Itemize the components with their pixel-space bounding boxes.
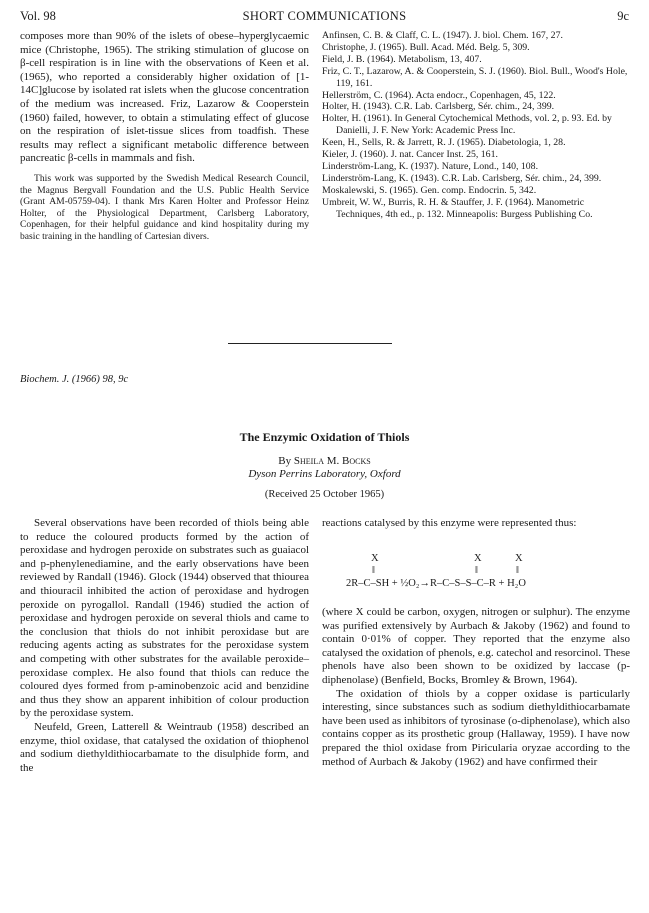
reference-item: Umbreit, W. W., Burris, R. H. & Stauffer, J. F. (1964). Manometric Techniques, 4th ed., p. 132. Minneapolis: Burgess Publishing Co. bbox=[322, 196, 593, 220]
author-line bbox=[0, 455, 649, 467]
received-date: (Received 25 October 1965) bbox=[264, 489, 385, 500]
reference-item: Keen, H., Sells, R. & Jarrett, R. J. (1965). Diabetologia, 1, 28. bbox=[322, 137, 566, 149]
article-title: The Enzymic Oxidation of Thiols bbox=[239, 430, 410, 444]
double-bond-mark: ‖ bbox=[475, 565, 478, 576]
previous-article-text bbox=[20, 30, 309, 243]
body-paragraph: The oxidation of thiols by a copper oxidase is particularly interesting, since substances such as sodium diethyldithiocarbamate have been used as inhibitors of tyrosinase (o-diphenolase), which also contains copper as its prosthetic group (Hallaway, 1959). I have now prepared the thiol oxidase from Piricularia oryzae according to the method of Aurbach & Jakoby (1962) and have confirmed their bbox=[322, 687, 630, 768]
reference-item: Holter, H. (1943). C.R. Lab. Carlsberg, Sér. chim., 24, 399. bbox=[322, 101, 555, 113]
section-divider bbox=[228, 343, 392, 344]
running-header bbox=[20, 9, 629, 25]
reference-item: Christophe, J. (1965). Bull. Acad. Méd. Belg. 5, 309. bbox=[322, 41, 530, 53]
equation-substituent: X bbox=[474, 553, 482, 564]
equation-substituent: X bbox=[515, 553, 523, 564]
page-number: 9c bbox=[617, 9, 629, 23]
section-title: SHORT COMMUNICATIONS bbox=[242, 9, 407, 23]
body-paragraph: Several observations have been recorded of thiols being able to reduce the coloured products formed by the action of peroxidase and hydrogen peroxide on substrates such as guaiacol and p-phenylenediamine, and the early observations have been reviewed by Randall (1946). Glock (1944) observed that thiourea and thiouracil inhibited the action of peroxidase and hydrogen peroxide on pyrogallol. Randall (1946) studied the action of peroxidase and hydrogen peroxide on several thiols and came to the conclusion that thiols do not inhibit peroxidase but are reducing agents acting as substrates for the peroxidase system and competing with other substrates for the available peroxide–peroxidase complex. He also found that thiols can reduce the coloured dyes formed from p-aminobenzoic acid and benzidine and thus they show an apparent inhibition of colour production by the peroxidase system. bbox=[20, 517, 309, 720]
volume-label: Vol. 98 bbox=[20, 9, 56, 23]
reference-item: Holter, H. (1961). In General Cytochemical Methods, vol. 2, p. 93. Ed. by Danielli, J. F. New York: Academic Press Inc. bbox=[322, 113, 612, 137]
equation-substituent: X bbox=[371, 553, 379, 564]
reference-item: Anfinsen, C. B. & Claff, C. L. (1947). J. biol. Chem. 167, 27. bbox=[322, 30, 563, 41]
reference-item: Linderström-Lang, K. (1943). C.R. Lab. Carlsberg, Sér. chim., 24, 399. bbox=[322, 172, 602, 184]
previous-article-paragraph: composes more than 90% of the islets of obese–hyperglycaemic mice (Christophe, 1965). The striking stimulation of glucose on β-cell respiration is in line with the observations of Keen et al. (1965), who reported a considerably higher oxidation of [1-14C]glucose by isolated rat islets when the glucose concentration of the medium was increased. Friz, Lazarow & Cooperstein (1960) failed, however, to obtain a stimulating effect of glucose on the respiration of islet-tissue slices from toadfish. These results may reflect a significant metabolic difference between pancreatic β-cells in mammals and fish. bbox=[20, 30, 309, 165]
acknowledgement: This work was supported by the Swedish Medical Research Council, the Magnus Bergvall Foundation and the U.S. Public Health Service (Grant AM-05759-04). I thank Mrs Karen Holter and Professor Heinz Holter, of the Physiological Department, Carlsberg Laboratory, Copenhagen, for their helpful guidance and kind hospitality during my basic training in the handling of Cartesian divers. bbox=[20, 172, 309, 242]
article-right-column-cont bbox=[322, 606, 630, 769]
body-paragraph: Neufeld, Green, Latterell & Weintraub (1958) described an enzyme, thiol oxidase, that catalysed the oxidation of thiophenol and sodium diethyldithiocarbamate to the disulphide form, and the bbox=[20, 720, 309, 774]
reference-item: Hellerström, C. (1964). Acta endocr., Copenhagen, 45, 122. bbox=[322, 89, 556, 101]
double-bond-mark: ‖ bbox=[372, 565, 375, 576]
reference-item: Friz, C. T., Lazarow, A. & Cooperstein, S. J. (1960). Biol. Bull., Wood's Hole, 119, 161. bbox=[322, 65, 628, 89]
reference-item: Linderström-Lang, K. (1937). Nature, Lond., 140, 108. bbox=[322, 160, 539, 172]
article-left-column bbox=[20, 517, 309, 775]
reference-item: Field, J. B. (1964). Metabolism, 13, 407. bbox=[322, 53, 482, 65]
double-bond-mark: ‖ bbox=[516, 565, 519, 576]
reference-item: Moskalewski, S. (1965). Gen. comp. Endocrin. 5, 342. bbox=[322, 184, 537, 196]
author-name: Sheila M. Bocks bbox=[293, 455, 371, 467]
journal-citation: Biochem. J. (1966) 98, 9c bbox=[20, 374, 129, 385]
reference-item: Kieler, J. (1960). J. nat. Cancer Inst. 25, 161. bbox=[322, 149, 498, 161]
institution: Dyson Perrins Laboratory, Oxford bbox=[248, 468, 401, 480]
article-right-column bbox=[322, 517, 630, 531]
reference-list bbox=[322, 30, 630, 221]
equation-main-line: 2R–C–SH + ½O₂→R–C–S–S–C–R + H₂O bbox=[346, 578, 526, 589]
body-paragraph: reactions catalysed by this enzyme were represented thus: bbox=[322, 517, 577, 529]
reaction-equation bbox=[346, 553, 586, 595]
body-paragraph: (where X could be carbon, oxygen, nitrogen or sulphur). The enzyme was purified extensively by Aurbach & Jakoby (1962) and found to contain 0·01% of copper. They reported that the enzyme also catalysed the oxidation of phenols, e.g. catechol and resorcinol. These phenols have also been shown to be oxidized by laccase (p-diphenolase) (Benfield, Bocks, Bromley & Brown, 1964). bbox=[322, 606, 630, 686]
by-label: By bbox=[278, 455, 292, 467]
